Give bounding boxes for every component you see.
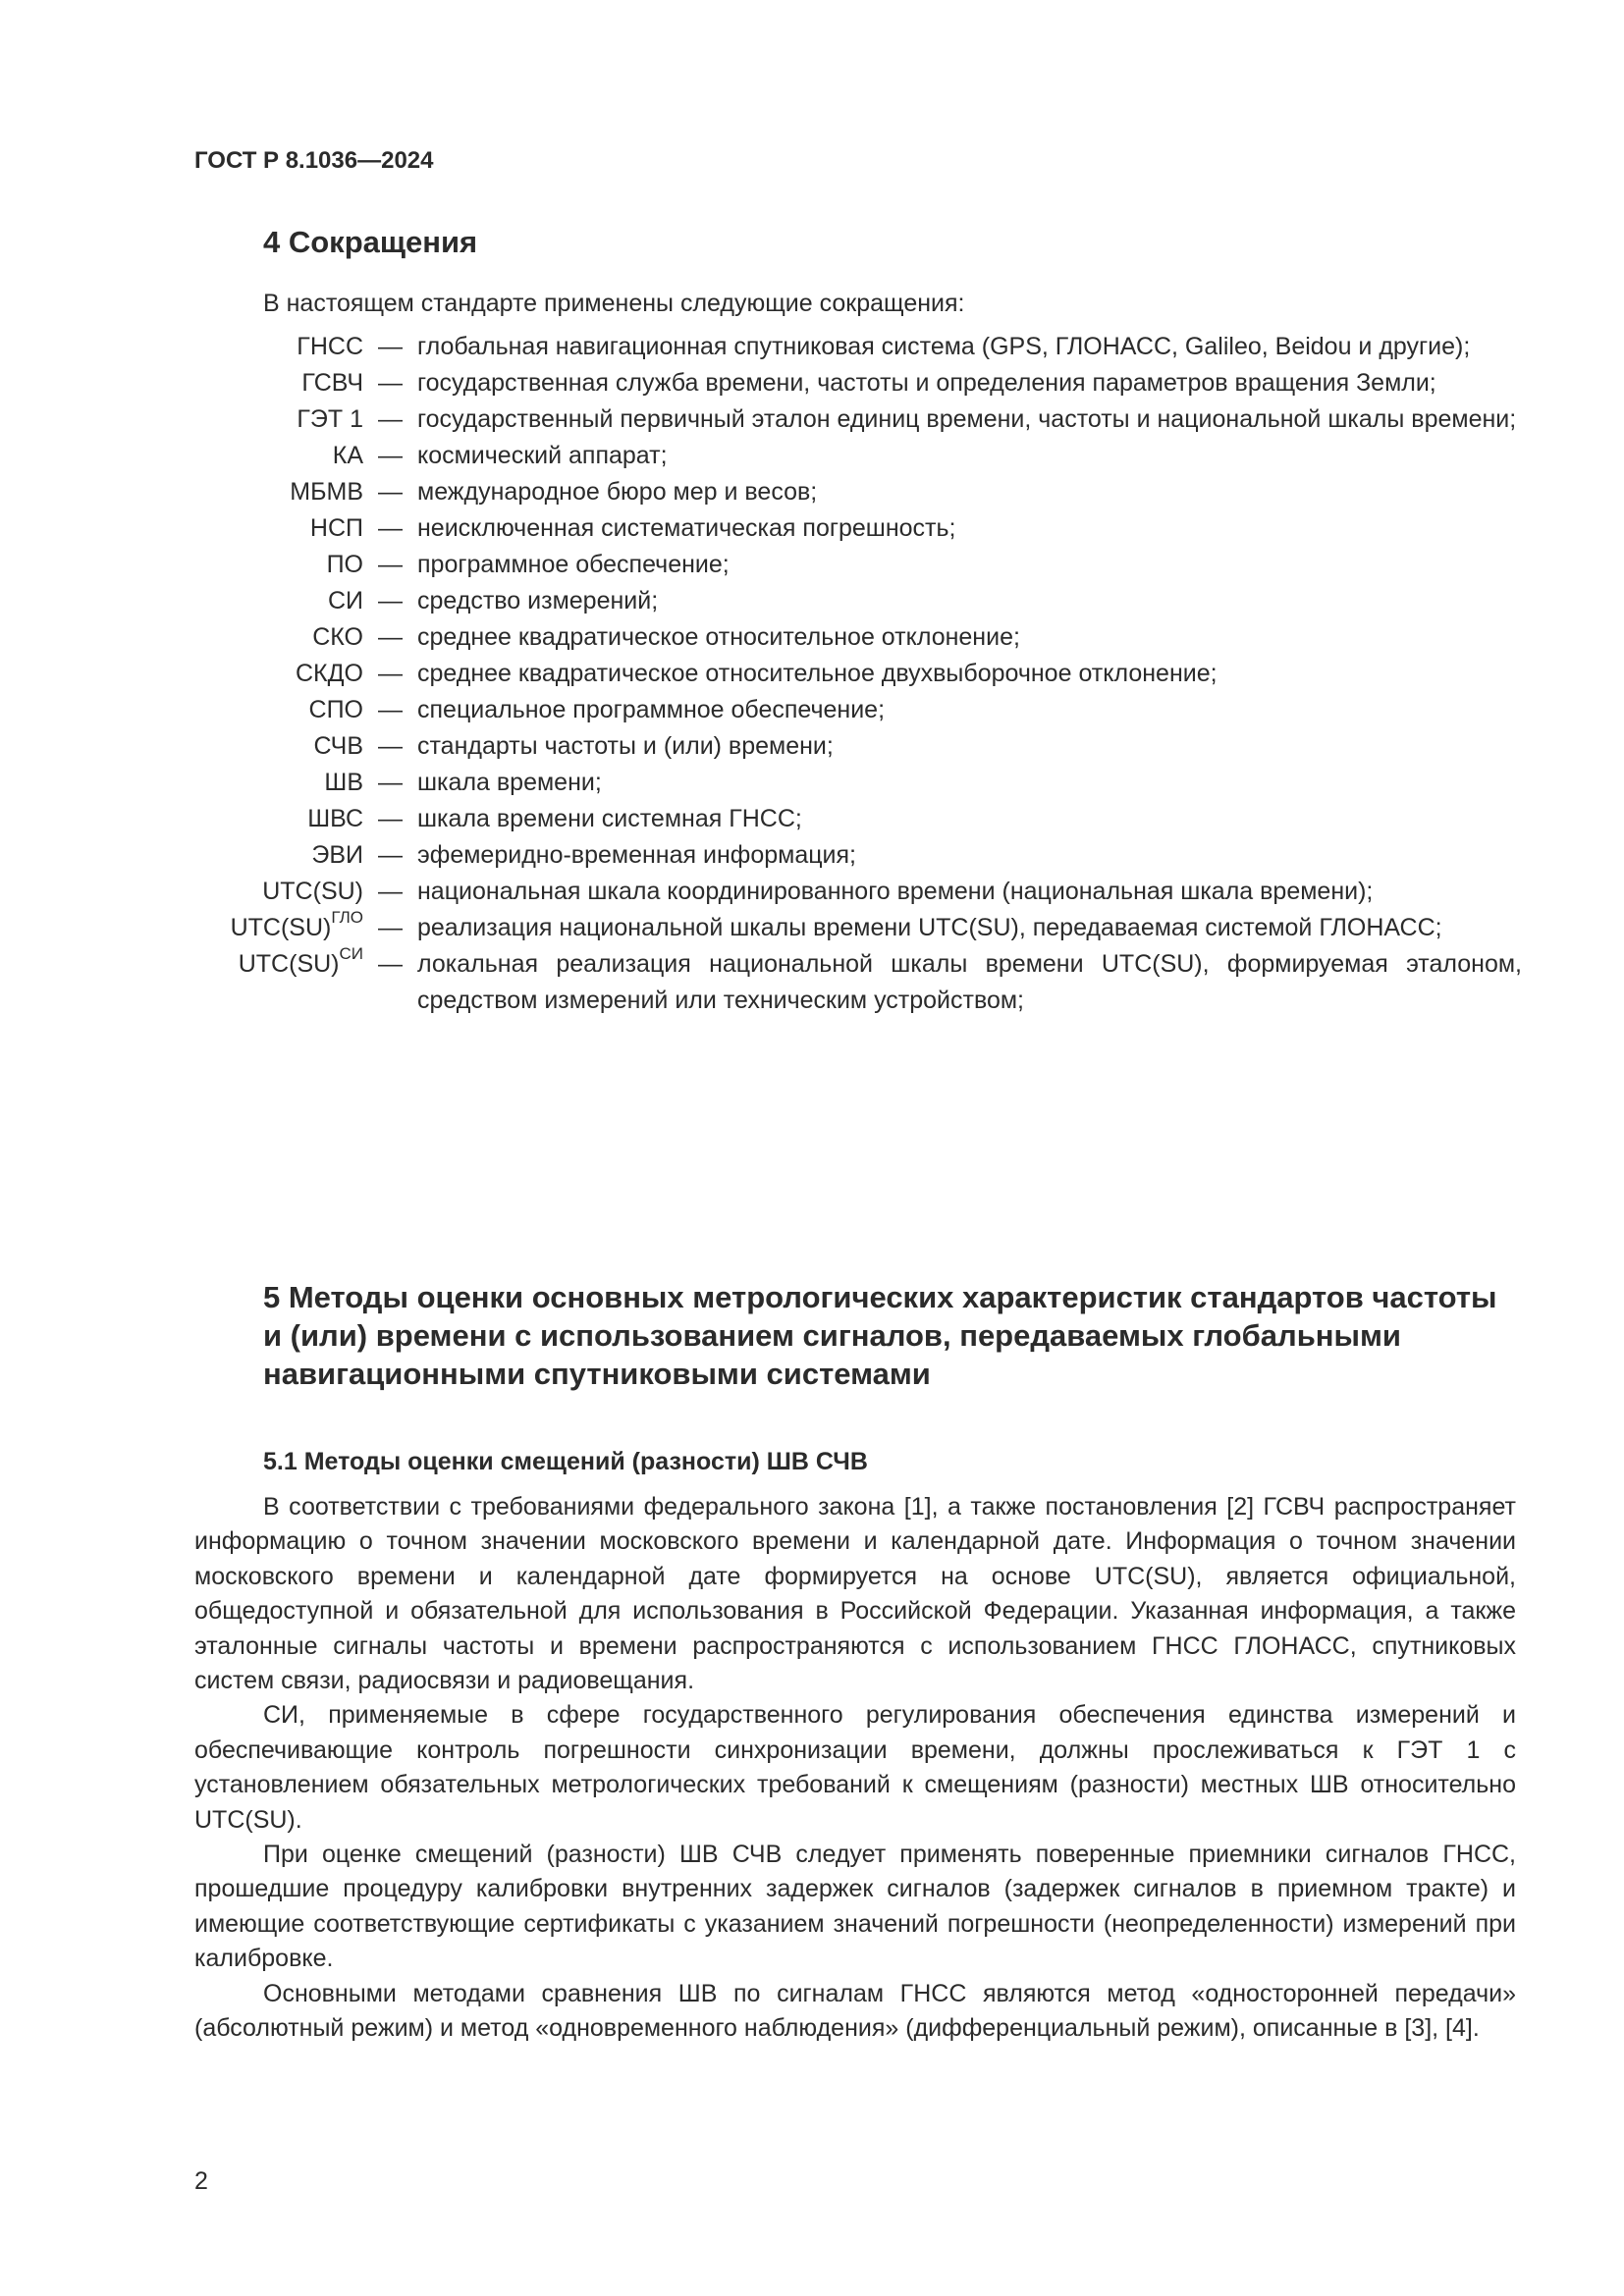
abbreviation-term	[187, 474, 363, 510]
abbreviation-dash: —	[378, 696, 403, 723]
abbreviation-dash: —	[378, 551, 403, 578]
abbreviation-row	[187, 801, 1522, 837]
abbreviation-definition: среднее квадратическое относительное двухвыборочное отклонение;	[417, 660, 1218, 687]
abbreviation-row	[187, 329, 1522, 365]
abbreviation-term	[187, 692, 363, 728]
abbreviation-row	[187, 365, 1522, 401]
abbreviation-term	[187, 837, 363, 874]
abbreviation-term-text: ГСВЧ	[301, 369, 363, 397]
abbreviation-dash: —	[378, 878, 403, 905]
abbreviation-term-text: ЭВИ	[311, 841, 363, 869]
abbreviation-dash: —	[378, 623, 403, 651]
abbreviation-term	[187, 547, 363, 583]
abbreviation-definition: программное обеспечение;	[417, 551, 730, 578]
abbreviation-definition: государственная служба времени, частоты и определения параметров вращения Земли;	[417, 369, 1436, 397]
abbreviation-row	[187, 874, 1522, 910]
subsection-5-1-title: 5.1 Методы оценки смещений (разности) ШВ СЧВ	[263, 1448, 868, 1475]
abbreviation-dash: —	[378, 587, 403, 614]
abbreviation-term	[187, 801, 363, 837]
abbreviation-term-text: ПО	[326, 551, 363, 578]
abbreviation-dash: —	[378, 769, 403, 796]
abbreviation-term-text: СКО	[312, 623, 363, 651]
abbreviation-term	[187, 943, 363, 983]
abbreviation-row	[187, 510, 1522, 547]
abbreviation-dash: —	[378, 333, 403, 360]
abbreviation-dash: —	[378, 442, 403, 469]
section-5-title: 5 Методы оценки основных метрологических характеристик стандартов частоты и (или) времени с использованием сигналов, передаваемых глобальными навигационными спутниковыми системами	[263, 1280, 1497, 1391]
abbreviation-row	[187, 656, 1522, 692]
section-4-title: 4 Сокращения	[263, 225, 478, 259]
abbreviation-row	[187, 943, 1522, 1019]
abbreviation-term-superscript: ГЛО	[331, 907, 363, 927]
abbreviation-term-text: НСП	[309, 514, 363, 542]
abbreviation-row	[187, 692, 1522, 728]
abbreviation-row	[187, 837, 1522, 874]
abbreviation-definition: шкала времени системная ГНСС;	[417, 805, 802, 832]
abbreviation-row	[187, 401, 1522, 438]
abbreviation-term	[187, 365, 363, 401]
abbreviation-term	[187, 438, 363, 474]
abbreviation-term-text: ШВ	[324, 769, 363, 796]
page-number: 2	[194, 2167, 208, 2195]
document-header: ГОСТ Р 8.1036—2024	[194, 147, 434, 174]
abbreviation-definition: шкала времени;	[417, 769, 602, 796]
abbreviation-definition: национальная шкала координированного времени (национальная шкала времени);	[417, 878, 1374, 905]
abbreviation-definition: глобальная навигационная спутниковая система (GPS, ГЛОНАСС, Galileo, Beidou и другие);	[417, 333, 1471, 360]
abbreviation-definition: неисключенная систематическая погрешность;	[417, 514, 956, 542]
abbreviation-term-text: КА	[332, 442, 363, 469]
abbreviation-dash: —	[378, 514, 403, 542]
abbreviation-dash: —	[378, 478, 403, 506]
abbreviation-term-text: UTC(SU)	[262, 878, 363, 905]
abbreviation-term	[187, 329, 363, 365]
abbreviation-definition: государственный первичный эталон единиц времени, частоты и национальной шкалы времени;	[417, 405, 1517, 433]
abbreviation-term	[187, 907, 363, 946]
abbreviation-dash: —	[378, 405, 403, 433]
abbreviation-term	[187, 656, 363, 692]
abbreviation-dash: —	[378, 732, 403, 760]
abbreviation-dash: —	[378, 369, 403, 397]
abbreviation-definition: космический аппарат;	[417, 442, 668, 469]
abbreviation-dash: —	[378, 914, 403, 941]
abbreviation-term-text: ГЭТ 1	[297, 405, 363, 433]
abbreviation-term-text: UTC(SU)	[238, 950, 340, 978]
abbreviation-term	[187, 728, 363, 765]
abbreviation-term	[187, 583, 363, 619]
abbreviation-term-text: СПО	[308, 696, 363, 723]
abbreviation-row	[187, 728, 1522, 765]
abbreviation-definition: стандарты частоты и (или) времени;	[417, 732, 834, 760]
paragraph: Основными методами сравнения ШВ по сигналам ГНСС являются метод «односторонней передачи» (абсолютный режим) и метод «одновременного наблюдения» (дифференциальный режим), описанные в [3], [4].	[194, 1979, 1516, 2043]
abbreviation-term-text: СКДО	[296, 660, 363, 687]
abbreviation-term-text: UTC(SU)	[230, 914, 332, 941]
abbreviation-row	[187, 583, 1522, 619]
abbreviation-row	[187, 474, 1522, 510]
abbreviation-row	[187, 547, 1522, 583]
abbreviation-dash: —	[378, 841, 403, 869]
abbreviation-row	[187, 907, 1522, 946]
section-5-1-body	[194, 1490, 1516, 2047]
abbreviation-dash: —	[378, 950, 403, 978]
abbreviation-term-text: МБМВ	[290, 478, 363, 506]
abbreviation-term	[187, 874, 363, 910]
abbreviation-term-superscript: СИ	[339, 943, 363, 963]
abbreviation-row	[187, 438, 1522, 474]
abbreviation-term	[187, 401, 363, 438]
abbreviation-definition: среднее квадратическое относительное отклонение;	[417, 623, 1020, 651]
abbreviation-definition: специальное программное обеспечение;	[417, 696, 886, 723]
abbreviation-term-text: СЧВ	[313, 732, 363, 760]
abbreviation-term-text: ШВС	[307, 805, 363, 832]
abbreviation-term	[187, 619, 363, 656]
paragraph: В соответствии с требованиями федерального закона [1], а также постановления [2] ГСВЧ распространяет информацию о точном значении московского времени и календарной дате. Информация о точном значении московского времени и календарной дате формируется на основе UTC(SU), является официальной, общедоступной и обязательной для использования в Российской Федерации. Указанная информация, а также эталонные сигналы частоты и времени распространяются с использованием ГНСС ГЛОНАСС, спутниковых систем связи, радиосвязи и радиовещания.	[194, 1493, 1516, 1695]
paragraph: При оценке смещений (разности) ШВ СЧВ следует применять поверенные приемники сигналов ГНСС, прошедшие процедуру калибровки внутренних задержек сигналов (задержек сигналов в приемном тракте) и имеющие соответствующие сертификаты с указанием значений погрешности (неопределенности) измерений при калибровке.	[194, 1841, 1516, 1973]
abbreviation-term-text: ГНСС	[297, 333, 363, 360]
abbreviation-definition: средство измерений;	[417, 587, 659, 614]
abbreviation-definition: локальная реализация национальной шкалы времени UTC(SU), формируемая эталоном, средством измерений или техническим устройством;	[417, 950, 1522, 1014]
abbreviation-definition: эфемеридно-временная информация;	[417, 841, 856, 869]
abbreviation-definition: международное бюро мер и весов;	[417, 478, 818, 506]
abbreviations-intro: В настоящем стандарте применены следующие сокращения:	[263, 290, 965, 317]
abbreviation-dash: —	[378, 805, 403, 832]
abbreviation-definition: реализация национальной шкалы времени UTC(SU), передаваемая системой ГЛОНАСС;	[417, 914, 1442, 941]
abbreviations-list	[187, 329, 1522, 1019]
abbreviation-term	[187, 765, 363, 801]
abbreviation-dash: —	[378, 660, 403, 687]
abbreviation-term	[187, 510, 363, 547]
abbreviation-row	[187, 619, 1522, 656]
abbreviation-row	[187, 765, 1522, 801]
abbreviation-term-text: СИ	[327, 587, 363, 614]
paragraph: СИ, применяемые в сфере государственного регулирования обеспечения единства измерений и обеспечивающие контроль погрешности синхронизации времени, должны прослеживаться к ГЭТ 1 с установлением обязательных метрологических требований к смещениям (разности) местных ШВ относительно UTC(SU).	[194, 1701, 1516, 1834]
